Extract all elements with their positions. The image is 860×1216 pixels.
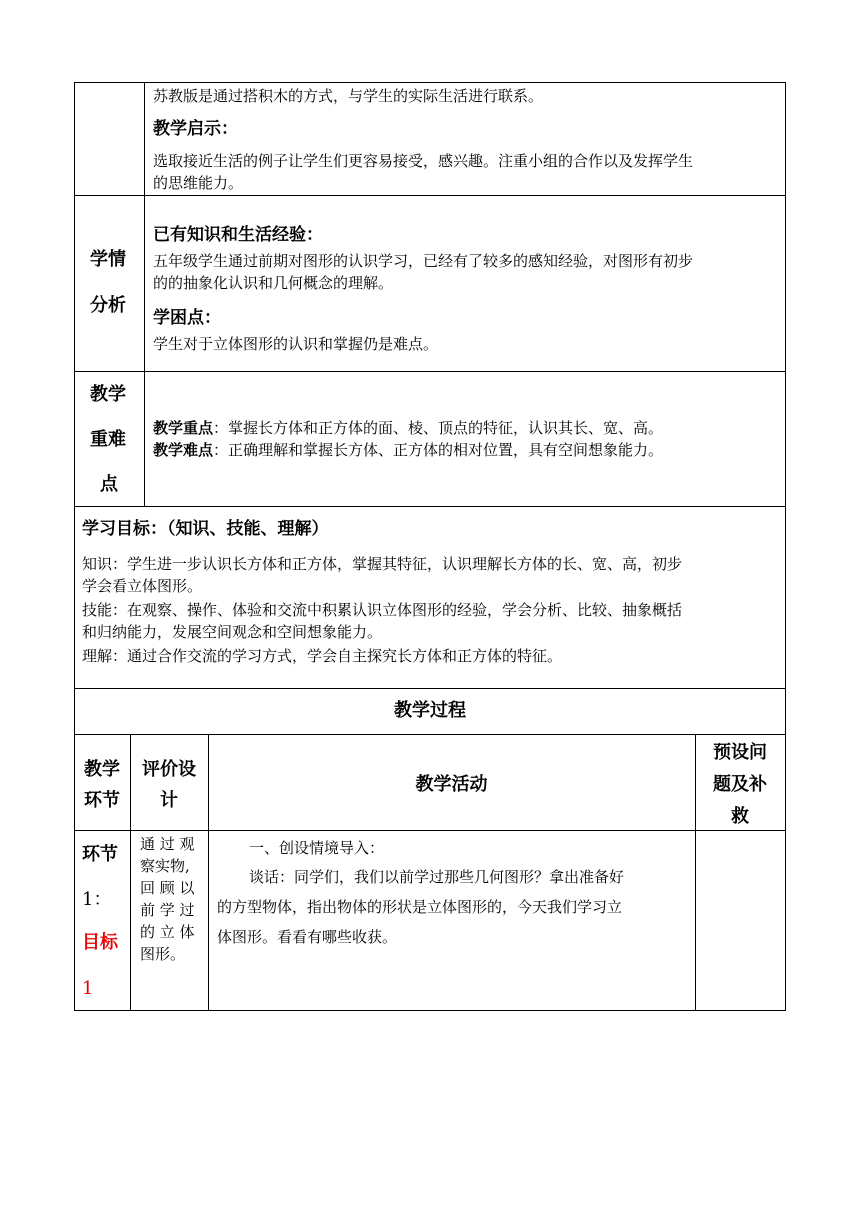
prior-knowledge-heading: 已有知识和生活经验： — [153, 225, 323, 245]
objective-knowledge-line1: 知识：学生进一步认识长方体和正方体，掌握其特征，认识理解长方体的长、宽、高，初步 — [82, 555, 683, 573]
header-preset-line2: 题及补 — [713, 774, 767, 795]
header-preset-line3: 救 — [731, 806, 749, 827]
teaching-insight-text-line2: 的思维能力。 — [153, 174, 244, 192]
table-border-top — [74, 82, 786, 83]
teaching-focus — [153, 417, 663, 439]
stage-1-eval-line2: 察实物, — [140, 857, 190, 875]
row-divider-1 — [74, 195, 786, 196]
process-title: 教学过程 — [394, 700, 466, 721]
stage-1-eval-line3: 回 顾 以 — [140, 879, 195, 897]
stage-1-eval-line6: 图形。 — [140, 945, 186, 963]
table-border-bottom — [74, 1010, 786, 1011]
teaching-insight-text-line1: 选取接近生活的例子让学生们更容易接受，感兴趣。注重小组的合作以及发挥学生 — [153, 152, 694, 170]
row-divider-3 — [74, 506, 786, 507]
header-activity: 教学活动 — [415, 774, 488, 795]
header-stage-line1: 教学 — [84, 759, 120, 780]
row-divider-4 — [74, 688, 786, 689]
objective-skill-line2: 和归纳能力，发展空间观念和空间想象能力。 — [82, 623, 383, 641]
row-divider-6 — [74, 830, 786, 831]
stage-1-goal-label-line1: 目标 — [82, 932, 118, 953]
teaching-difficulty — [153, 439, 663, 461]
stage-1-label-line1: 环节 — [82, 844, 118, 865]
table-border-left — [74, 82, 75, 1011]
learning-difficulty-heading: 学困点： — [153, 308, 221, 328]
stage-1-activity-line2: 的方型物体，指出物体的形状是立体图形的，今天我们学习立 — [217, 898, 623, 916]
stage-1-eval-line4: 前 学 过 — [140, 901, 195, 919]
stage-1-label-line2: 1： — [82, 889, 112, 910]
prior-knowledge-text-line2: 的的抽象化认识和几何概念的理解。 — [153, 274, 394, 292]
row-divider-5 — [74, 734, 786, 735]
objective-skill-line1: 技能：在观察、操作、体验和交流中积累认识立体图形的经验，学会分析、比较、抽象概括 — [82, 601, 683, 619]
student-analysis-label-line2: 分析 — [90, 295, 126, 316]
header-evaluation-line1: 评价设 — [142, 759, 196, 780]
student-analysis-label-line1: 学情 — [90, 249, 126, 270]
key-points-label-line3: 点 — [100, 474, 118, 495]
curriculum-comparison-text: 苏教版是通过搭积木的方式，与学生的实际生活进行联系。 — [153, 87, 544, 105]
stage-1-eval-line5: 的 立 体 — [140, 923, 195, 941]
stage-1-goal-label-line2: 1 — [82, 978, 94, 999]
key-points-label-line2: 重难 — [90, 429, 126, 450]
header-preset-line1: 预设问 — [713, 742, 767, 763]
stage-1-activity-line1: 谈话：同学们，我们以前学过那些几何图形？拿出准备好 — [249, 868, 625, 886]
table-border-right — [785, 82, 786, 1011]
objective-understanding: 理解：通过合作交流的学习方式，学会自主探究长方体和正方体的特征。 — [82, 647, 563, 665]
key-points-label-line1: 教学 — [90, 384, 126, 405]
learning-difficulty-text: 学生对于立体图形的认识和掌握仍是难点。 — [153, 335, 439, 353]
prior-knowledge-text-line1: 五年级学生通过前期对图形的认识学习，已经有了较多的感知经验，对图形有初步 — [153, 252, 694, 270]
teaching-difficulty-text: ：正确理解和掌握长方体、正方体的相对位置，具有空间想象能力。 — [213, 441, 664, 459]
label-column-divider — [144, 82, 145, 506]
teaching-focus-text: ：掌握长方体和正方体的面、棱、顶点的特征，认识其长、宽、高。 — [213, 419, 664, 437]
stage-1-activity-heading: 一、创设情境导入： — [249, 839, 385, 857]
objective-knowledge-line2: 学会看立体图形。 — [82, 577, 203, 595]
header-evaluation-line2: 计 — [160, 790, 178, 811]
objectives-heading: 学习目标：（知识、技能、理解） — [82, 519, 329, 539]
row-divider-2 — [74, 371, 786, 372]
teaching-insight-heading: 教学启示： — [153, 119, 238, 139]
stage-1-activity-line3: 体图形。看看有哪些收获。 — [217, 928, 398, 946]
header-stage-line2: 环节 — [84, 790, 120, 811]
teaching-focus-label: 教学重点 — [153, 419, 214, 437]
teaching-difficulty-label: 教学难点 — [153, 441, 214, 459]
stage-1-eval-line1: 通 过 观 — [140, 835, 195, 853]
